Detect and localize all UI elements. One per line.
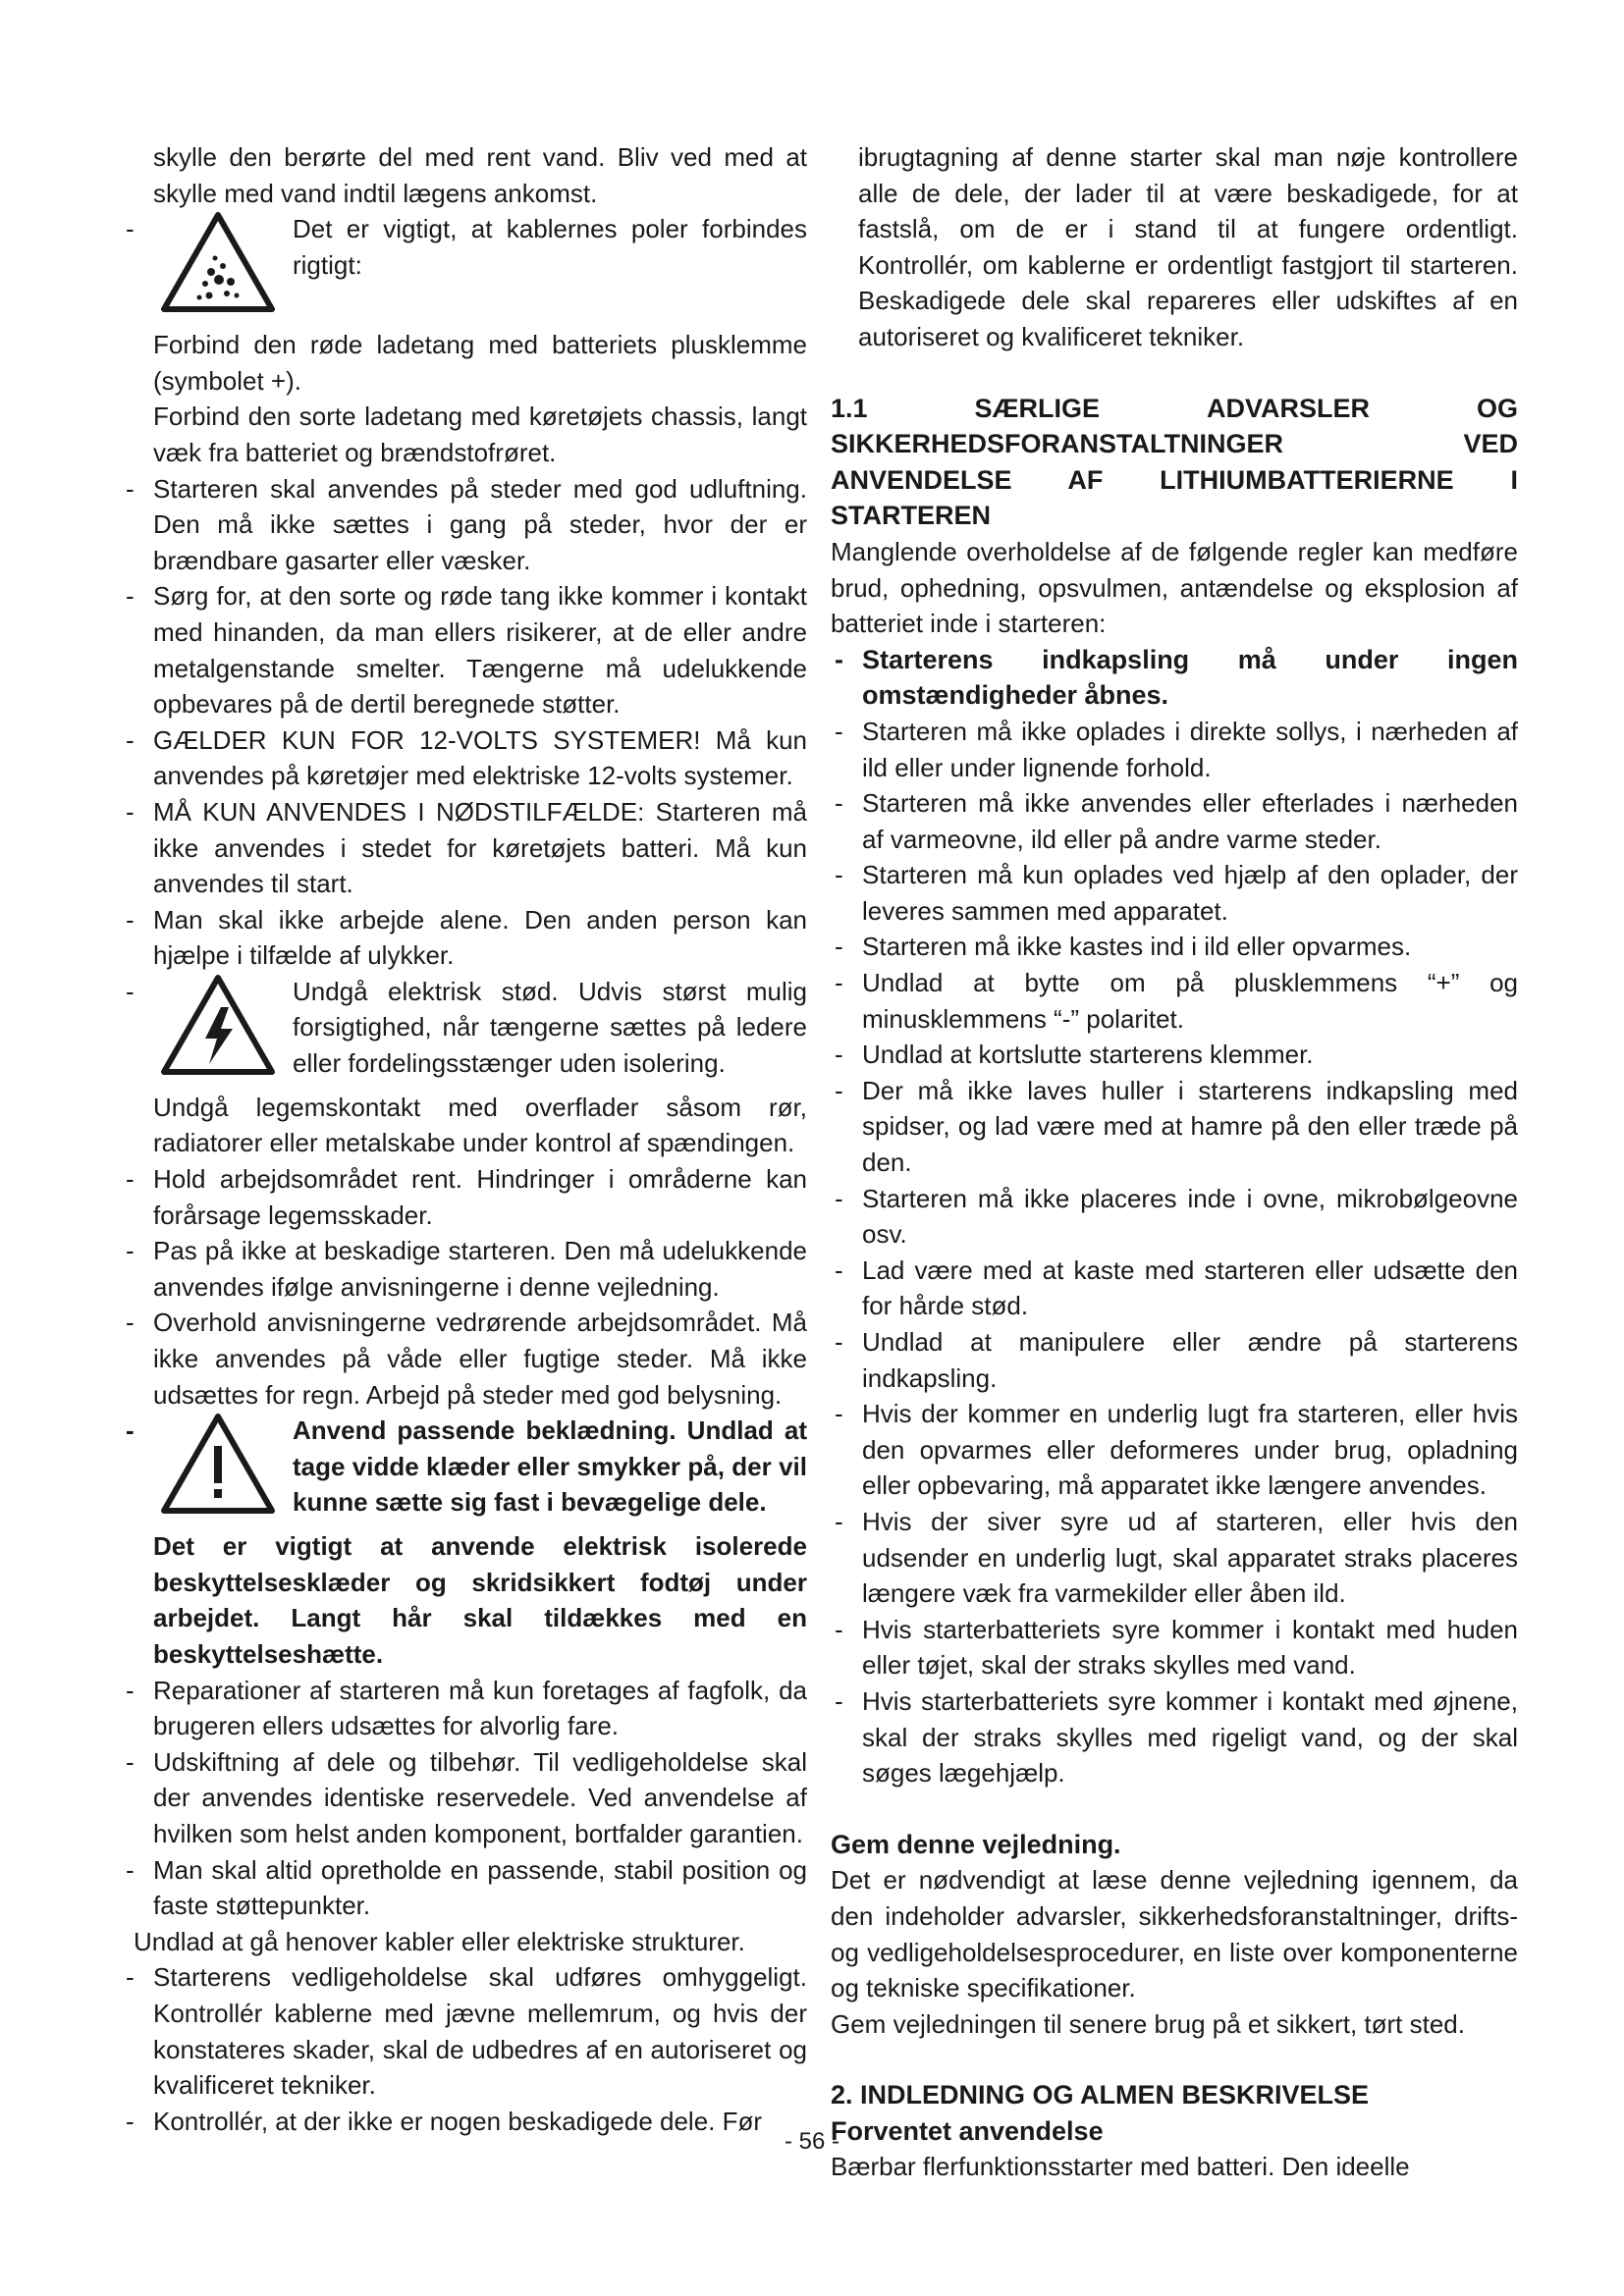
list-item: - Starteren skal anvendes på steder med god udluftning. Den må ikke sættes i gang på steder, hvor der er brændbare gasarter eller væsker.	[118, 471, 807, 579]
list-item: - Reparationer af starteren må kun foretages af fagfolk, da brugeren ellers udsættes for alvorlig fare.	[118, 1673, 807, 1744]
page-number: - 56 -	[784, 2128, 839, 2155]
list-item: - Starteren må ikke anvendes eller efterlades i nærheden af varmeovne, ild eller på andre varme steder.	[831, 785, 1518, 857]
list-a	[118, 471, 807, 974]
right-paragraph-5: Bærbar flerfunktionsstarter med batteri. Den ideelle	[831, 2152, 1410, 2182]
list-item: - Undlad at manipulere eller ændre på starterens indkapsling.	[831, 1324, 1518, 1396]
general-warning-icon	[153, 1413, 283, 1528]
list-item: - Kontrollér, at der ikke er nogen beskadigede dele. Før	[118, 2104, 807, 2140]
list-item: - Hvis der siver syre ud af starteren, eller hvis den udsender en underlig lugt, skal apparatet straks placeres længere væk fra varmekilder eller åben ild.	[831, 1504, 1518, 1612]
list-item-bold: - Starterens indkapsling må under ingen omstændigheder åbnes.	[831, 642, 1518, 714]
list-item: - Overhold anvisningerne vedrørende arbejdsområdet. Må ikke anvendes på våde eller fugtige steder. Må ikke udsættes for regn. Arbejd på steder med god belysning.	[118, 1305, 807, 1413]
warning-electric-shock	[118, 974, 807, 1090]
left-paragraph-2: Forbind den sorte ladetang med køretøjets chassis, langt væk fra batteriet og brændstofrøret.	[153, 401, 807, 467]
list-item: - Starteren må ikke placeres inde i ovne, mikrobølgeovne osv.	[831, 1181, 1518, 1253]
list-item: - GÆLDER KUN FOR 12-VOLTS SYSTEMER! Må kun anvendes på køretøjer med elektriske 12-volts systemer.	[118, 722, 807, 794]
warning-polarity-continued: Forbind den røde ladetang med batteriets plusklemme (symbolet +).	[153, 330, 807, 396]
list-item: - Udskiftning af dele og tilbehør. Til vedligeholdelse skal der anvendes identiske reservedele. Ved anvendelse af hvilken som helst anden komponent, bortfalder garantien.	[118, 1744, 807, 1852]
list-item: - Hvis starterbatteriets syre kommer i kontakt med huden eller tøjet, skal der straks skylles med vand.	[831, 1612, 1518, 1683]
list-item: - Starterens vedligeholdelse skal udføres omhyggeligt. Kontrollér kablerne med jævne mellemrum, og hvis der konstateres skader, skal de udbedres af en autoriseret og kvalificeret tekniker.	[118, 1959, 807, 2103]
section-heading-2: 2. INDLEDNING OG ALMEN BESKRIVELSE	[831, 2080, 1370, 2110]
section-heading-1-1-first-line	[831, 391, 1518, 427]
list-item: - Starteren må ikke oplades i direkte sollys, i nærheden af ild eller under lignende forhold.	[831, 714, 1518, 785]
left-paragraph-3: Undlad at gå henover kabler eller elektriske strukturer.	[134, 1926, 745, 1956]
list-item: - Lad være med at kaste med starteren eller udsætte den for hårde stød.	[831, 1253, 1518, 1324]
explosion-warning-icon	[153, 211, 283, 327]
list-item: - Hvis der kommer en underlig lugt fra starteren, eller hvis den opvarmes eller deformeres under brug, opladning eller opbevaring, må apparatet ikke længere anvendes.	[831, 1396, 1518, 1504]
list-item: - Man skal ikke arbejde alene. Den anden person kan hjælpe i tilfælde af ulykker.	[118, 902, 807, 974]
list-item: - Starteren må ikke kastes ind i ild eller opvarmes.	[831, 929, 1518, 965]
right-paragraph-1: ibrugtagning af denne starter skal man nøje kontrollere alle de dele, der lader til at være beskadigede, for at fastslå, om de er i stand til at fungere ordentligt. Kontrollér, om kablerne er ordentligt fastgjort til starteren. Beskadigede dele skal repareres eller udskiftes af en autoriseret og kvalificeret tekniker.	[858, 142, 1518, 351]
warning-clothing-text: - Anvend passende beklædning. Undlad at tage vidde klæder eller smykker på, der vil kunne sætte sig fast i bevægelige dele.	[293, 1415, 807, 1518]
list-item: - Der må ikke laves huller i starterens indkapsling med spidser, og lad være med at hamre på den eller træde på den.	[831, 1073, 1518, 1181]
intended-use-heading: Forventet anvendelse	[831, 2115, 1104, 2146]
list-item: - Hold arbejdsområdet rent. Hindringer i områderne kan forårsage legemsskader.	[118, 1161, 807, 1233]
list-item: - Undlad at bytte om på plusklemmens “+” og minusklemmens “-” polaritet.	[831, 965, 1518, 1037]
warning-polarity-text: - Det er vigtigt, at kablernes poler forbindes rigtigt:	[293, 214, 807, 280]
right-paragraph-2: Manglende overholdelse af de følgende regler kan medføre brud, ophedning, opsvulmen, antændelse og eksplosion af batteriet inde i starteren:	[831, 536, 1518, 639]
list-item: - MÅ KUN ANVENDES I NØDSTILFÆLDE: Starteren må ikke anvendes i stedet for køretøjets batteri. Må kun anvendes til start.	[118, 794, 807, 902]
list-item: - Undlad at kortslutte starterens klemmer.	[831, 1037, 1518, 1073]
warning-electric-shock-continued: Undgå legemskontakt med overflader såsom rør, radiatorer eller metalskabe under kontrol af spændingen.	[153, 1092, 807, 1158]
right-paragraph-4: Gem vejledningen til senere brug på et sikkert, tørt sted.	[831, 2008, 1465, 2039]
right-paragraph-3: Det er nødvendigt at læse denne vejledning igennem, da den indeholder advarsler, sikkerhedsforanstaltninger, drifts- og vedligeholdelsesprocedurer, en liste over komponenterne og tekniske specifikationer.	[831, 1865, 1518, 2003]
list-item: - Starteren må kun oplades ved hjælp af den oplader, der leveres sammen med apparatet.	[831, 857, 1518, 929]
heading-word: 1.1	[831, 393, 868, 423]
heading-word: SÆRLIGE	[974, 393, 1101, 423]
list-c	[118, 1673, 807, 1924]
list-item: - Hvis starterbatteriets syre kommer i kontakt med øjnene, skal der straks skylles med rigeligt vand, og der skal søges lægehjælp.	[831, 1683, 1518, 1791]
warning-electric-shock-text: - Undgå elektrisk stød. Udvis størst mulig forsigtighed, når tængerne sættes på ledere eller fordelingsstænger uden isolering.	[293, 976, 807, 1079]
list-d	[118, 1959, 807, 2139]
warning-clothing	[118, 1413, 807, 1528]
lithium-warnings-list	[831, 714, 1518, 1791]
list-item: - Pas på ikke at beskadige starteren. Den må udelukkende anvendes ifølge anvisningerne i denne vejledning.	[118, 1233, 807, 1305]
save-manual-heading: Gem denne vejledning.	[831, 1829, 1121, 1859]
section-heading-1-1	[831, 391, 1518, 534]
list-item: - Sørg for, at den sorte og røde tang ikke kommer i kontakt med hinanden, da man ellers risikerer, at de eller andre metalgenstande smelter. Tængerne må udelukkende opbevares på de dertil beregnede støtter.	[118, 578, 807, 721]
warning-polarity	[118, 211, 807, 327]
left-paragraph-1: skylle den berørte del med rent vand. Bliv ved med at skylle med vand indtil lægens ankomst.	[153, 142, 807, 208]
list-b	[118, 1161, 807, 1413]
section-heading-1-1-rest: SIKKERHEDSFORANSTALTNINGER VED ANVENDELSE AF LITHIUMBATTERIERNE I STARTEREN	[831, 429, 1518, 531]
left-column	[118, 139, 807, 2139]
list-item: - Man skal altid opretholde en passende, stabil position og faste støttepunkter.	[118, 1852, 807, 1924]
heading-word: ADVARSLER	[1207, 393, 1371, 423]
heading-word: OG	[1476, 393, 1518, 423]
warning-clothing-continued: Det er vigtigt at anvende elektrisk isolerede beskyttelsesklæder og skridsikkert fodtøj under arbejdet. Langt hår skal tildækkes med en beskyttelseshætte.	[153, 1531, 807, 1669]
right-column	[831, 139, 1518, 2185]
electric-shock-warning-icon	[153, 974, 283, 1090]
